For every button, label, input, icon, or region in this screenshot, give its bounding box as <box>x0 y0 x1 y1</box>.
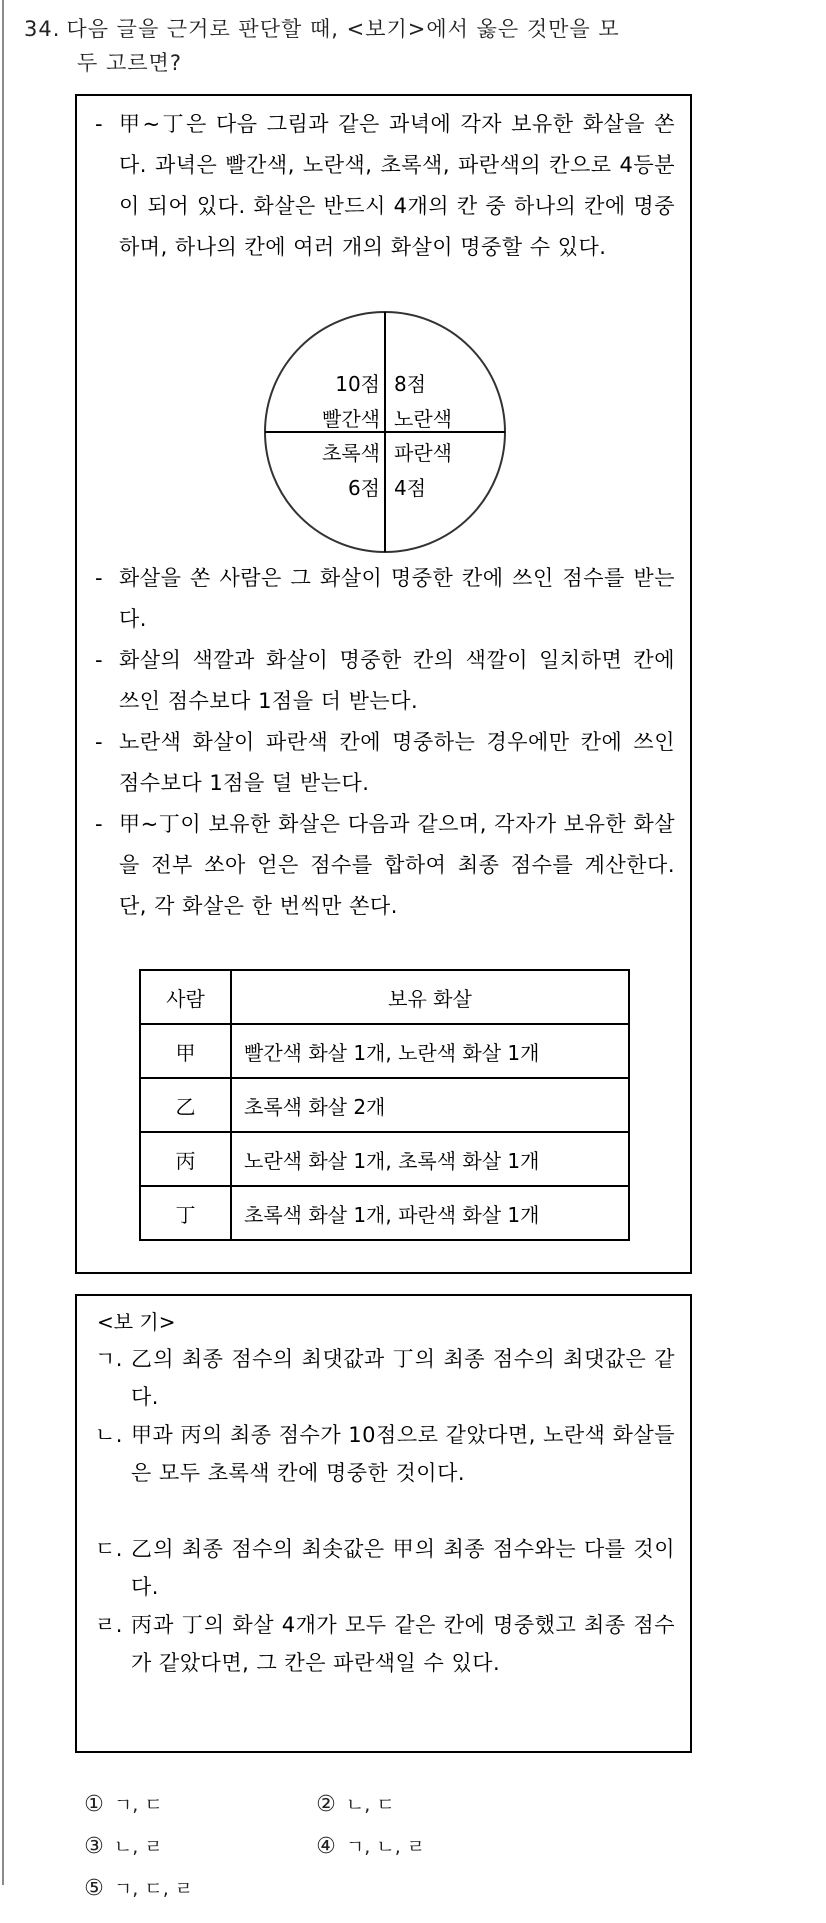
cell-score: 4점 <box>394 476 427 500</box>
item-marker: ㄴ. <box>95 1423 123 1447</box>
arrows-cell: 초록색 화살 2개 <box>231 1078 629 1132</box>
target-cell-blue <box>394 436 494 506</box>
item-marker: ㄹ. <box>95 1613 123 1637</box>
arrows-cell: 빨간색 화살 1개, 노란색 화살 1개 <box>231 1024 629 1078</box>
item-text: 丙과 丁의 화살 4개가 모두 같은 칸에 명중했고 최종 점수가 같았다면, 그 칸은 파란색일 수 있다. <box>131 1613 675 1675</box>
item-text: 乙의 최종 점수의 최댓값과 丁의 최종 점수의 최댓값은 같다. <box>131 1347 675 1409</box>
paragraph-text: 화살의 색깔과 화살이 명중한 칸의 색깔이 일치하면 칸에 쓰인 점수보다 1점을 더 받는다. <box>119 648 675 713</box>
question-stem <box>24 12 704 80</box>
target-cell-yellow <box>394 367 494 437</box>
choice-text: ㄱ, ㄷ <box>113 1794 163 1816</box>
question-text-line2: 두 고르면? <box>77 51 182 75</box>
paragraph-text: 甲~丁은 다음 그림과 같은 과녁에 각자 보유한 화살을 쏜다. 과녁은 빨간색, 노란색, 초록색, 파란색의 칸으로 4등분이 되어 있다. 화살은 반드시 4개의 칸 중 하나의 칸에 명중하며, 하나의 칸에 여러 개의 화살이 명중할 수 있다. <box>119 112 675 259</box>
bullet-dash: - <box>95 112 104 136</box>
bullet-dash: - <box>95 648 104 672</box>
passage-paragraph <box>95 640 675 722</box>
passage-paragraph <box>95 104 675 268</box>
choice-number: ⑤ <box>84 1876 104 1901</box>
passage-box <box>75 94 692 1274</box>
choice-number: ④ <box>316 1834 336 1859</box>
target-cell-green <box>292 436 380 506</box>
paragraph-text: 甲~丁이 보유한 화살은 다음과 같으며, 각자가 보유한 화살을 전부 쏘아 얻은 점수를 합하여 최종 점수를 계산한다. 단, 각 화살은 한 번씩만 쏜다. <box>119 812 675 918</box>
cell-color: 노란색 <box>394 407 452 431</box>
bullet-dash: - <box>95 812 104 836</box>
person-cell: 丙 <box>140 1132 231 1186</box>
item-marker: ㄷ. <box>95 1537 123 1561</box>
bogi-title: <보 기> <box>97 1310 176 1334</box>
header-person: 사람 <box>140 970 231 1024</box>
choice-text: ㄴ, ㄷ <box>345 1794 395 1816</box>
cell-score: 8점 <box>394 372 427 396</box>
bogi-item <box>95 1340 675 1416</box>
arrows-table <box>139 969 630 1241</box>
item-marker: ㄱ. <box>95 1347 123 1371</box>
cell-score: 10점 <box>335 372 380 396</box>
cell-score: 6점 <box>347 476 380 500</box>
bogi-item <box>95 1416 675 1492</box>
choice-text: ㄴ, ㄹ <box>113 1836 163 1858</box>
table-row <box>140 1132 629 1186</box>
cell-color: 파란색 <box>394 441 452 465</box>
question-number: 34. <box>24 17 61 41</box>
arrows-cell: 초록색 화살 1개, 파란색 화살 1개 <box>231 1186 629 1240</box>
table-header-row <box>140 970 629 1024</box>
item-text: 乙의 최종 점수의 최솟값은 甲의 최종 점수와는 다를 것이다. <box>131 1537 675 1599</box>
paragraph-text: 노란색 화살이 파란색 칸에 명중하는 경우에만 칸에 쓰인 점수보다 1점을 덜 받는다. <box>119 730 675 795</box>
cell-color: 초록색 <box>322 441 380 465</box>
bullet-dash: - <box>95 730 104 754</box>
page-margin-line <box>2 0 4 1885</box>
choice-number: ③ <box>84 1834 104 1859</box>
paragraph-text: 화살을 쏜 사람은 그 화살이 명중한 칸에 쓰인 점수를 받는다. <box>119 566 675 631</box>
table-row <box>140 1186 629 1240</box>
bogi-item <box>95 1606 675 1682</box>
person-cell: 乙 <box>140 1078 231 1132</box>
passage-paragraph <box>95 558 675 640</box>
bogi-item <box>95 1530 675 1606</box>
choice-number: ② <box>316 1792 336 1817</box>
table-row <box>140 1078 629 1132</box>
passage-paragraph <box>95 722 675 804</box>
bogi-box <box>75 1294 692 1753</box>
choice-text: ㄱ, ㄴ, ㄹ <box>345 1836 426 1858</box>
cell-color: 빨간색 <box>322 407 380 431</box>
choice-number: ① <box>84 1792 104 1817</box>
target-diagram <box>262 309 508 555</box>
passage-paragraph <box>95 804 675 927</box>
person-cell: 丁 <box>140 1186 231 1240</box>
arrows-cell: 노란색 화살 1개, 초록색 화살 1개 <box>231 1132 629 1186</box>
target-cell-red <box>292 367 380 437</box>
header-arrows: 보유 화살 <box>231 970 629 1024</box>
table-row <box>140 1024 629 1078</box>
choice-text: ㄱ, ㄷ, ㄹ <box>113 1878 194 1900</box>
person-cell: 甲 <box>140 1024 231 1078</box>
choice-4[interactable] <box>292 1810 425 1881</box>
bullet-dash: - <box>95 566 104 590</box>
choice-5[interactable] <box>60 1852 193 1923</box>
item-text: 甲과 丙의 최종 점수가 10점으로 같았다면, 노란색 화살들은 모두 초록색 칸에 명중한 것이다. <box>131 1423 675 1485</box>
question-text-line1: 다음 글을 근거로 판단할 때, <보기>에서 옳은 것만을 모 <box>66 17 620 41</box>
